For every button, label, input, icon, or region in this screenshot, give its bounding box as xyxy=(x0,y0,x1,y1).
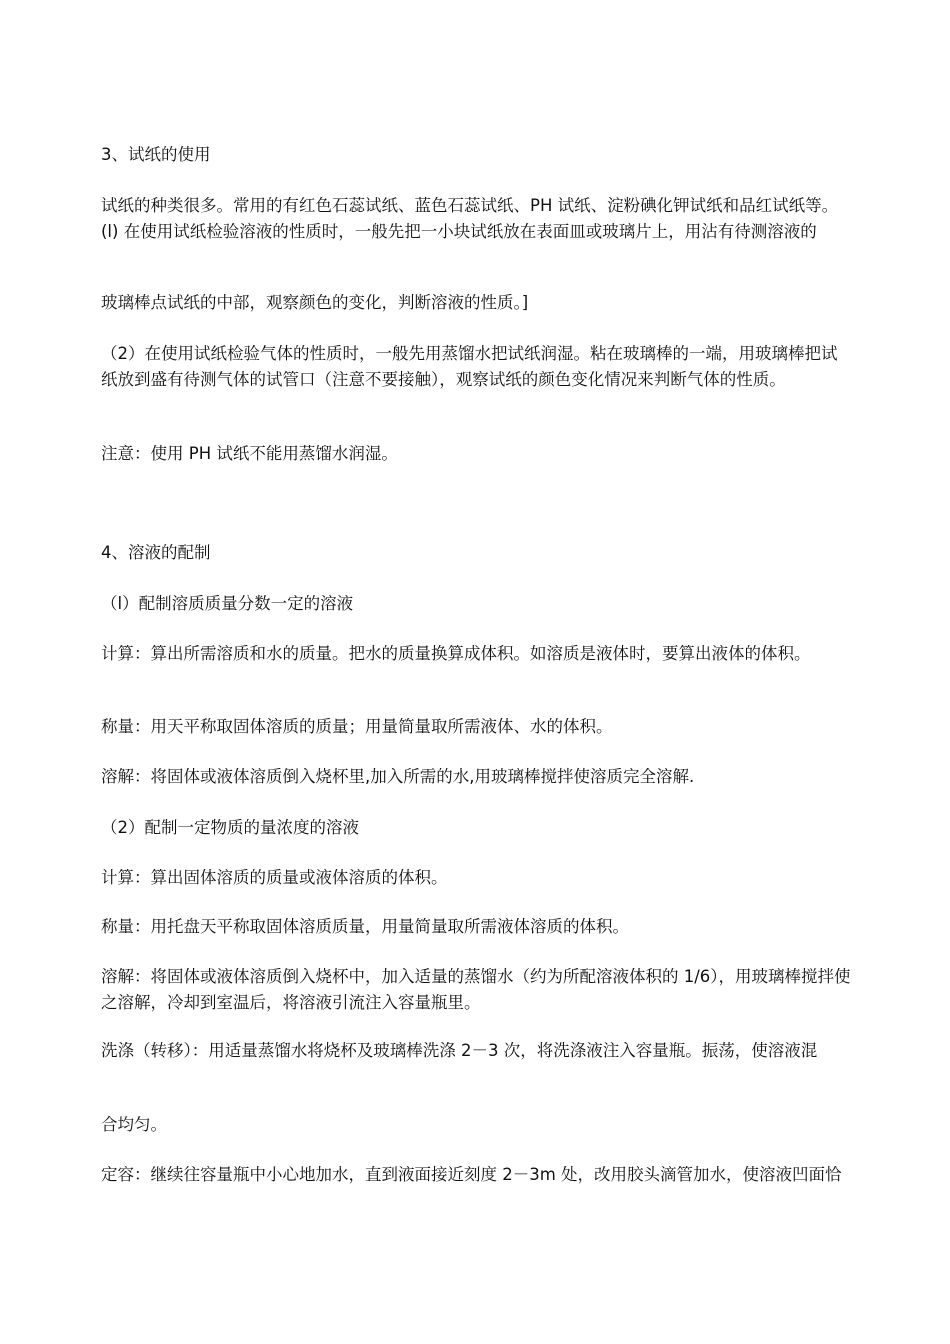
paragraph-calculation-2: 计算：算出固体溶质的质量或液体溶质的体积。 xyxy=(101,868,448,887)
section-heading-solution-prep: 4、溶液的配制 xyxy=(101,543,211,562)
paragraph-calculation-1: 计算：算出所需溶质和水的质量。把水的质量换算成体积。如溶质是液体时，要算出液体的体积。 xyxy=(101,644,811,663)
paragraph-dissolving-1: 溶解：将固体或液体溶质倒入烧杯里,加入所需的水,用玻璃棒搅拌使溶质完全溶解. xyxy=(101,767,695,786)
paragraph-ph-note: 注意：使用 PH 试纸不能用蒸馏水润湿。 xyxy=(101,444,398,463)
paragraph-glass-rod: 玻璃棒点试纸的中部，观察颜色的变化，判断溶液的性质。] xyxy=(101,293,529,312)
paragraph-mix-evenly: 合均匀。 xyxy=(101,1115,167,1134)
paragraph-weighing-1: 称量：用天平称取固体溶质的质量；用量简量取所需液体、水的体积。 xyxy=(101,717,613,736)
paragraph-test-paper-types: 试纸的种类很多。常用的有红色石蕊试纸、蓝色石蕊试纸、PH 试纸、淀粉碘化钾试纸和品红试纸等。(l) 在使用试纸检验溶液的性质时，一般先把一小块试纸放在表面皿或玻璃片上，用沾有待测溶液的 xyxy=(101,196,839,241)
section-heading-test-paper: 3、试纸的使用 xyxy=(101,145,211,164)
subheading-mass-fraction: （l）配制溶质质量分数一定的溶液 xyxy=(101,594,354,613)
paragraph-constant-volume: 定容：继续往容量瓶中小心地加水，直到液面接近刻度 2－3m 处，改用胶头滴管加水，使溶液凹面恰 xyxy=(101,1165,842,1184)
paragraph-weighing-2: 称量：用托盘天平称取固体溶质质量，用量简量取所需液体溶质的体积。 xyxy=(101,917,629,936)
paragraph-dissolving-2: 溶解：将固体或液体溶质倒入烧杯中，加入适量的蒸馏水（约为所配溶液体积的 1/6），用玻璃棒搅拌使之溶解，冷却到室温后，将溶液引流注入容量瓶里。 xyxy=(101,967,851,1012)
subheading-molar-concentration: （2）配制一定物质的量浓度的溶液 xyxy=(101,818,359,837)
paragraph-gas-testing: （2）在使用试纸检验气体的性质时，一般先用蒸馏水把试纸润湿。粘在玻璃棒的一端，用玻璃棒把试纸放到盛有待测气体的试管口（注意不要接触），观察试纸的颜色变化情况来判断气体的性质。 xyxy=(101,344,838,389)
paragraph-washing: 洗涤（转移）：用适量蒸馏水将烧杯及玻璃棒洗涤 2－3 次，将洗涤液注入容量瓶。振荡，使溶液混 xyxy=(101,1041,818,1060)
